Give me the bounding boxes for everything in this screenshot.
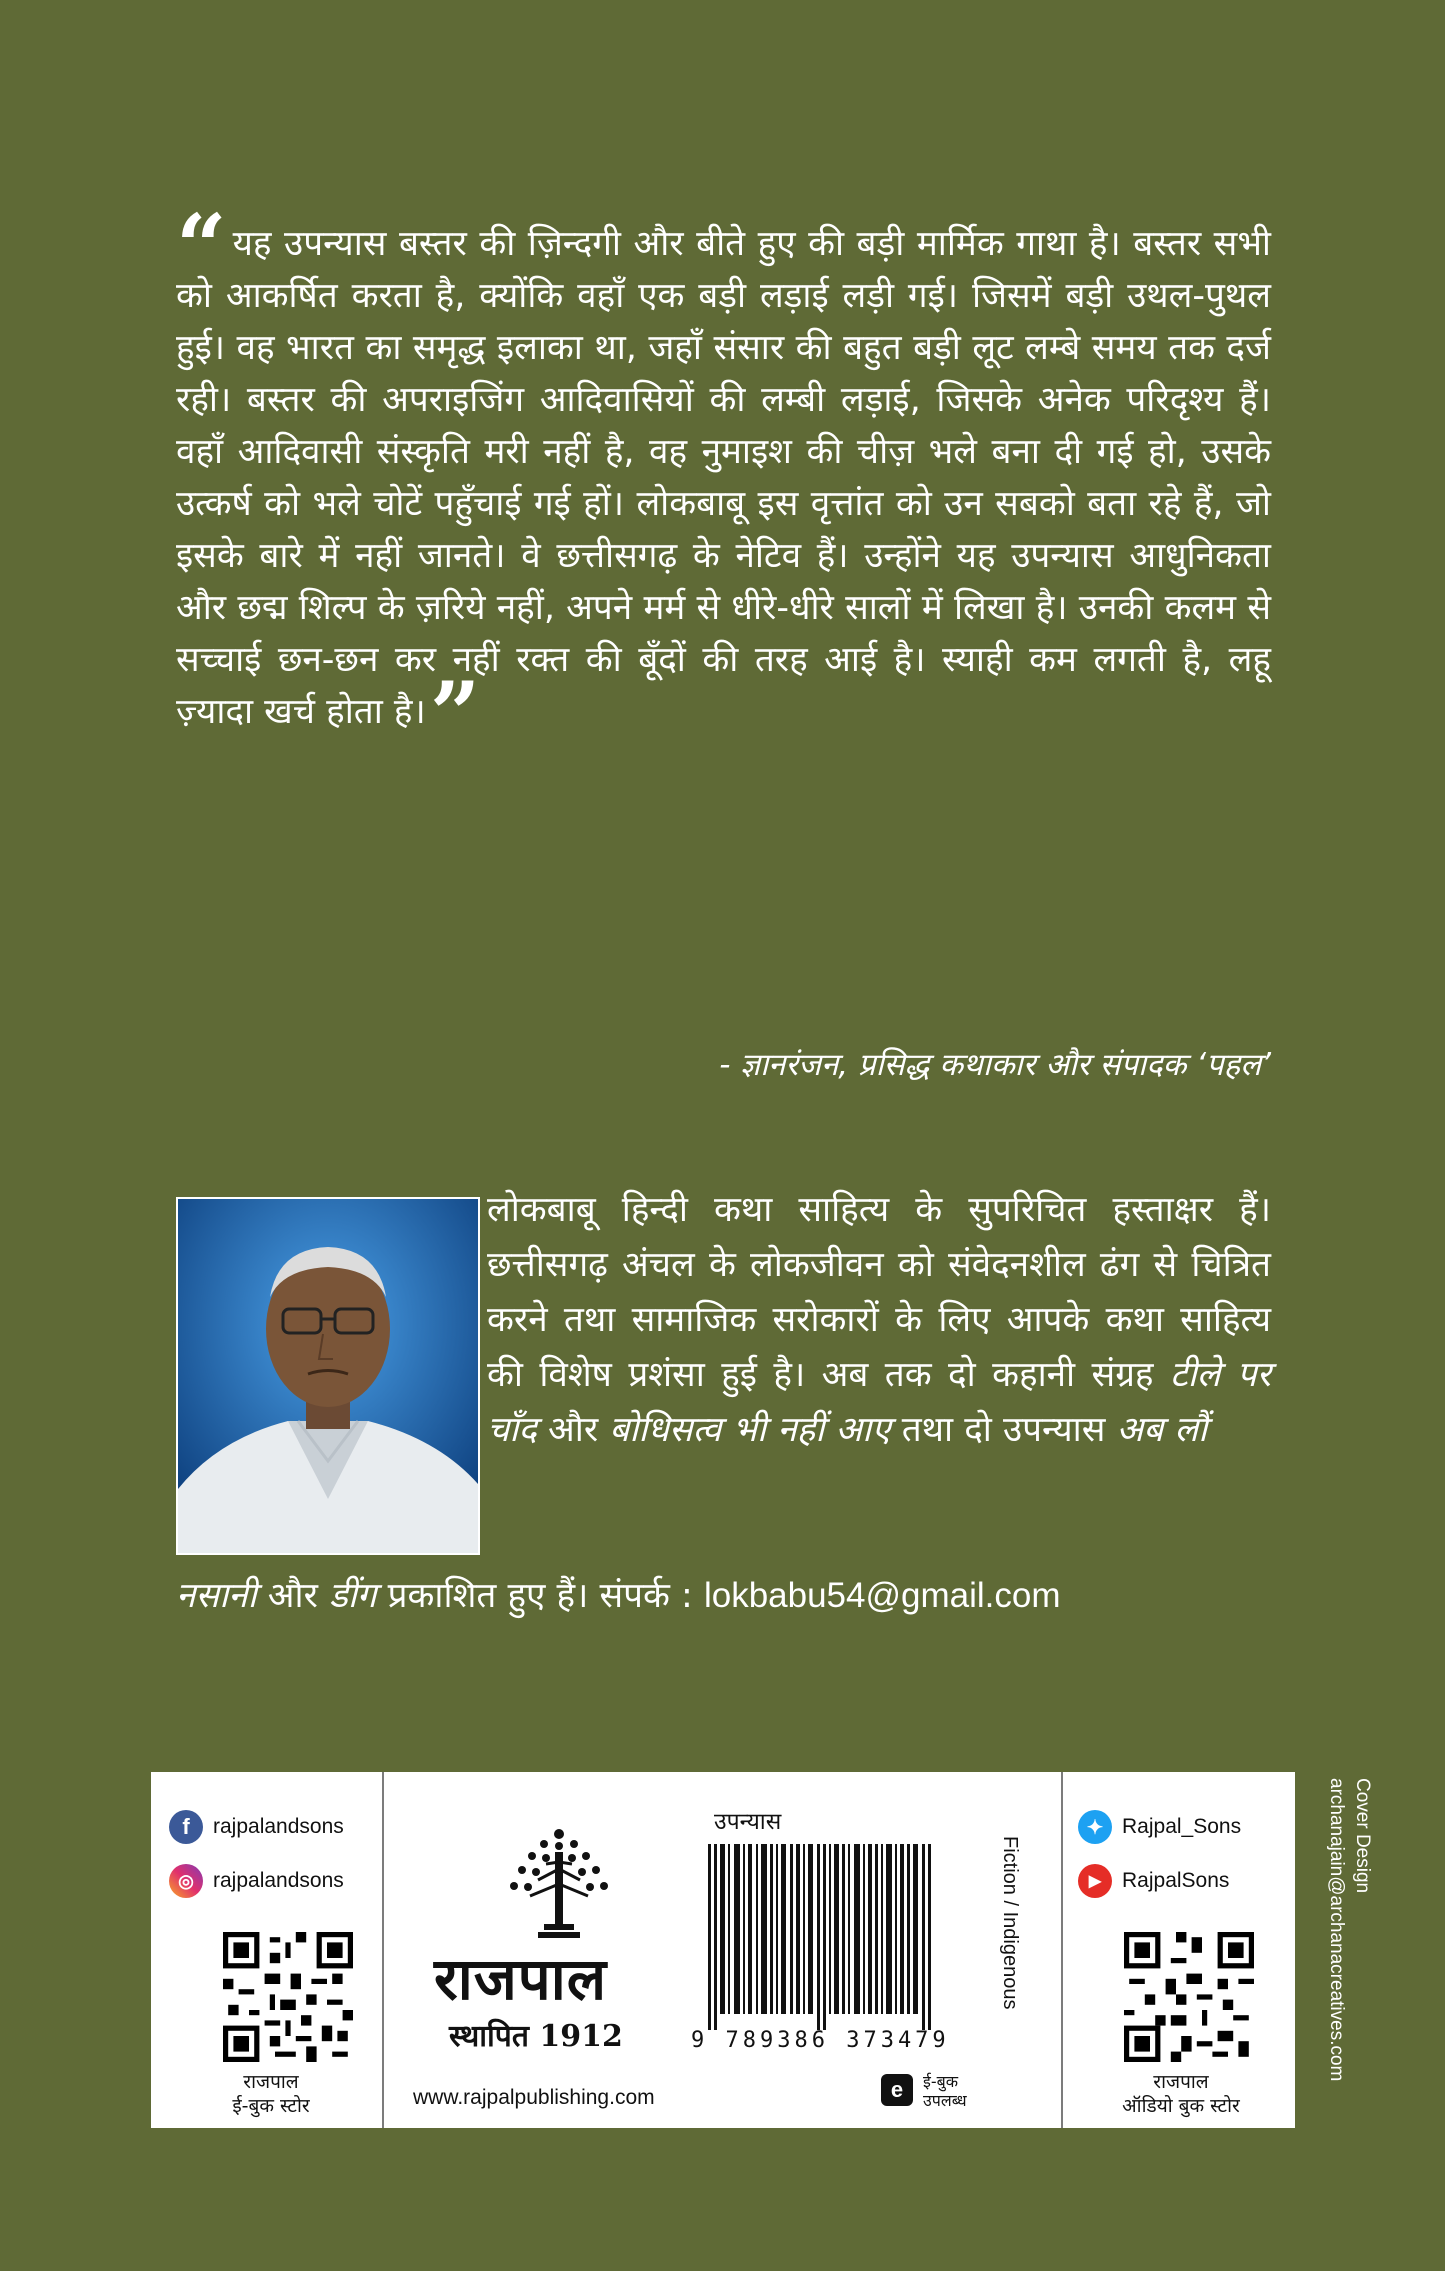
youtube-link[interactable] — [1078, 1864, 1229, 1898]
ebook-store-caption-line1: राजपाल — [243, 2071, 299, 2093]
category-vertical: Fiction / Indigenous — [999, 1836, 1021, 2010]
book-title-3b: नसानी — [176, 1576, 257, 1616]
bio-join-1: और — [536, 1410, 610, 1450]
youtube-icon: ▶ — [1078, 1864, 1112, 1898]
established-year: स्थापित 1912 — [449, 2019, 623, 2054]
ebook-store-caption — [171, 2070, 371, 2118]
isbn-barcode — [704, 1844, 944, 2030]
bio-join-2: तथा दो उपन्यास — [890, 1410, 1117, 1450]
facebook-link[interactable] — [169, 1810, 344, 1844]
ebook-badge-line1: ई-बुक — [923, 2072, 959, 2091]
facebook-handle: rajpalandsons — [213, 1815, 344, 1838]
youtube-handle: RajpalSons — [1122, 1869, 1230, 1892]
instagram-handle: rajpalandsons — [213, 1869, 344, 1892]
quote-attribution: - ज्ञानरंजन, प्रसिद्ध कथाकार और संपादक ‘पहल’ — [719, 1047, 1271, 1083]
author-bio-lower — [176, 1568, 1271, 1624]
isbn-number: 9 789386 373479 — [691, 2028, 950, 2053]
panel-divider — [382, 1772, 384, 2128]
cover-design-credit — [1323, 1778, 1375, 2081]
audiobook-store-caption-line1: राजपाल — [1153, 2071, 1209, 2093]
audiobook-store-caption-line2: ऑडियो बुक स्टोर — [1122, 2095, 1240, 2117]
audiobook-store-caption — [1076, 2070, 1286, 2118]
book-title-2: बोधिसत्व भी नहीं आए — [609, 1410, 891, 1450]
book-title-3a: अब लौं — [1116, 1410, 1208, 1450]
book-title-1: टीले पर चाँद — [487, 1355, 1272, 1450]
twitter-handle: Rajpal_Sons — [1122, 1815, 1242, 1838]
ebook-icon: e — [881, 2074, 913, 2106]
facebook-icon: f — [169, 1810, 203, 1844]
cover-credit-line2: archanajain@archanacreatives.com — [1326, 1778, 1347, 2082]
quote-text: यह उपन्यास बस्तर की ज़िन्दगी और बीते हुए की बड़ी मार्मिक गाथा है। बस्तर सभी को आकर्षित करता है, क्योंकि वहाँ एक बड़ी लड़ाई लड़ी गई। जिसमें बड़ी उथल-पुथल हुई। वह भारत का समृद्ध इलाका था, जहाँ संसार की बहुत बड़ी लूट लम्बे समय तक दर्ज रही। बस्तर की अपराइजिंग आदिवासियों की लम्बी लड़ाई, जिसके अनेक परिदृश्य हैं। वहाँ आदिवासी संस्कृति मरी नहीं है, वह नुमाइश की चीज़ भले बना दी गई हो, उसके उत्कर्ष को भले चोटें पहुँचाई गई हों। लोकबाबू इस वृत्तांत को उन सबको बता रहे हैं, जो इसके बारे में नहीं जानते। वे छत्तीसगढ़ के नेटिव हैं। उन्होंने यह उपन्यास आधुनिकता और छद्म शिल्प के ज़रिये नहीं, अपने मर्म से धीरे-धीरे सालों में लिखा है। उनकी कलम से सच्चाई छन-छन कर नहीं रक्त की बूँदों की तरह आई है। स्याही कम लगती है, लहू ज़्यादा खर्च होता है। — [176, 224, 1271, 732]
ebook-store-qr-code[interactable] — [223, 1932, 353, 2062]
bio-text: लोकबाबू हिन्दी कथा साहित्य के सुपरिचित हस्ताक्षर हैं। छत्तीसगढ़ अंचल के लोकजीवन को संवेदनशील ढंग से चित्रित करने तथा सामाजिक सरोकारों के लिए आपके कथा साहित्य की विशेष प्रशंसा हुई है। अब तक दो कहानी संग्रह — [487, 1190, 1271, 1395]
ebook-available-badge — [923, 2072, 967, 2110]
quote-block — [176, 194, 1271, 766]
twitter-icon: ✦ — [1078, 1810, 1112, 1844]
ebook-badge-line2: उपलब्ध — [923, 2091, 967, 2110]
panel-divider — [1061, 1772, 1063, 2128]
open-quote-mark: “ — [176, 194, 227, 298]
genre-label: उपन्यास — [714, 1809, 782, 1835]
bio-tail: प्रकाशित हुए हैं। संपर्क : — [376, 1576, 704, 1616]
instagram-link[interactable] — [169, 1864, 344, 1898]
author-bio-upper — [487, 1183, 1271, 1458]
publisher-website[interactable]: www.rajpalpublishing.com — [413, 2086, 655, 2109]
ebook-store-caption-line2: ई-बुक स्टोर — [232, 2095, 310, 2117]
book-title-4: डींग — [329, 1576, 377, 1616]
contact-email[interactable]: lokbabu54@gmail.com — [703, 1576, 1061, 1615]
close-quote-mark: ” — [429, 662, 481, 766]
author-photo — [176, 1197, 480, 1555]
twitter-link[interactable] — [1078, 1810, 1241, 1844]
instagram-icon: ◎ — [169, 1864, 203, 1898]
cover-credit-line1: Cover Design — [1352, 1778, 1373, 1894]
audiobook-store-qr-code[interactable] — [1124, 1932, 1254, 2062]
tree-logo-icon — [504, 1824, 614, 1942]
publisher-logo-name: राजपाल — [434, 1945, 608, 2013]
bio-join-3: और — [256, 1576, 330, 1616]
publisher-panel — [151, 1772, 1295, 2128]
